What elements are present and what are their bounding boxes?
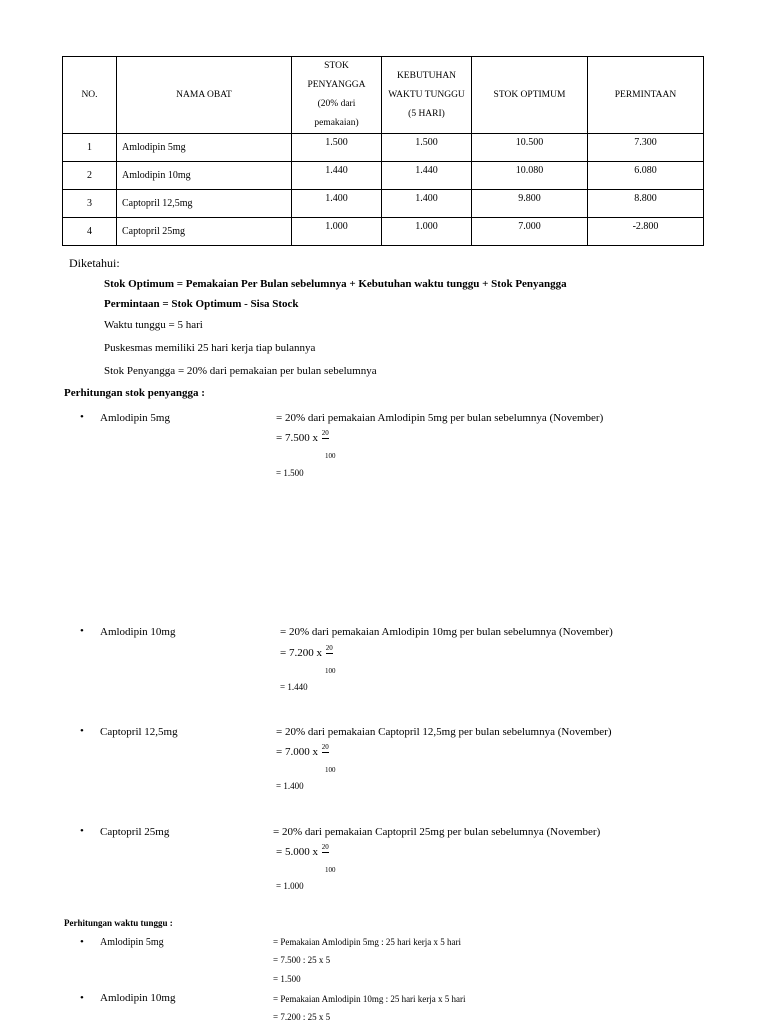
fraction: 20 [321,843,329,851]
drug-name: Amlodipin 5mg [100,412,170,424]
diketahui-label: Diketahui: [69,256,120,270]
hari-kerja-note: Puskesmas memiliki 25 hari kerja tiap bulannya [104,342,316,354]
col-optimum-header: STOK OPTIMUM [472,57,588,134]
fraction: 20 [321,743,329,751]
drug-name: Captopril 25mg [100,826,170,838]
cell-permintaan: 6.080 [588,162,704,190]
col-nama-header: NAMA OBAT [117,57,292,134]
formula-stok-optimum: Stok Optimum = Pemakaian Per Bulan sebelumnya + Kebutuhan waktu tunggu + Stok Penyangga [104,278,567,290]
calc-line: = 7.500 : 25 x 5 [273,955,331,965]
col-kebutuhan-header: KEBUTUHAN WAKTU TUNGGU (5 HARI) [382,57,472,134]
drug-name: Amlodipin 5mg [100,937,164,948]
table-row [63,190,704,218]
calc-line: = 20% dari pemakaian Captopril 25mg per bulan sebelumnya (November) [273,826,601,838]
table-header-row [63,57,704,134]
calc-result: = 1.400 [276,781,304,791]
section-heading-waktu: Perhitungan waktu tunggu : [64,918,173,928]
col-permintaan-header: PERMINTAAN [588,57,704,134]
fraction-denominator: 100 [325,667,336,675]
cell-optimum: 9.800 [472,190,588,218]
calc-result: = 1.500 [273,974,301,984]
drug-name: Amlodipin 10mg [100,992,176,1004]
bullet-glyph: • [80,411,84,423]
cell-nama: Captopril 12,5mg [117,190,292,218]
cell-permintaan: 7.300 [588,134,704,162]
cell-optimum: 10.500 [472,134,588,162]
drug-name: Captopril 12,5mg [100,726,178,738]
calc-line: = 7.200 : 25 x 5 [273,1012,331,1022]
cell-penyangga: 1.500 [292,134,382,162]
cell-no: 3 [63,190,117,218]
fraction-denominator: 100 [325,866,336,874]
cell-kebutuhan: 1.400 [382,190,472,218]
table-row [63,162,704,190]
calc-line: = Pemakaian Amlodipin 5mg : 25 hari kerja x 5 hari [273,937,462,947]
fraction: 20 [325,644,333,652]
cell-penyangga: 1.000 [292,218,382,246]
cell-no: 1 [63,134,117,162]
cell-nama: Amlodipin 10mg [117,162,292,190]
calc-line: = 7.000 x 20 [276,746,333,758]
cell-permintaan: 8.800 [588,190,704,218]
bullet-glyph: • [80,725,84,737]
fraction-denominator: 100 [325,452,336,460]
cell-penyangga: 1.440 [292,162,382,190]
col-no-header: NO. [63,57,117,134]
calc-result: = 1.500 [276,468,304,478]
cell-nama: Amlodipin 5mg [117,134,292,162]
table-row [63,134,704,162]
calc-line: = 7.500 x 20 [276,432,333,444]
cell-kebutuhan: 1.500 [382,134,472,162]
cell-penyangga: 1.400 [292,190,382,218]
bullet-glyph: • [80,936,84,948]
calc-line: = 7.200 x 20 [280,647,337,659]
cell-kebutuhan: 1.440 [382,162,472,190]
section-heading-penyangga: Perhitungan stok penyangga : [64,387,205,399]
bullet-glyph: • [80,825,84,837]
drug-name: Amlodipin 10mg [100,626,176,638]
calc-line: = 20% dari pemakaian Amlodipin 5mg per bulan sebelumnya (November) [276,412,604,424]
calc-line: = Pemakaian Amlodipin 10mg : 25 hari kerja x 5 hari [273,994,466,1004]
cell-nama: Captopril 25mg [117,218,292,246]
calc-result: = 1.440 [280,682,308,692]
cell-no: 4 [63,218,117,246]
calc-result: = 1.000 [276,881,304,891]
bullet-glyph: • [80,625,84,637]
fraction-denominator: 100 [325,766,336,774]
col-penyangga-header: STOK PENYANGGA (20% dari pemakaian) [292,57,382,134]
formula-permintaan: Permintaan = Stok Optimum - Sisa Stock [104,298,299,310]
cell-permintaan: -2.800 [588,218,704,246]
table-row [63,218,704,246]
cell-no: 2 [63,162,117,190]
cell-optimum: 7.000 [472,218,588,246]
fraction: 20 [321,429,329,437]
stock-table [62,56,704,246]
cell-optimum: 10.080 [472,162,588,190]
calc-line: = 20% dari pemakaian Amlodipin 10mg per bulan sebelumnya (November) [280,626,613,638]
waktu-tunggu-note: Waktu tunggu = 5 hari [104,319,203,331]
bullet-glyph: • [80,992,84,1004]
calc-line: = 20% dari pemakaian Captopril 12,5mg per bulan sebelumnya (November) [276,726,612,738]
cell-kebutuhan: 1.000 [382,218,472,246]
stok-penyangga-note: Stok Penyangga = 20% dari pemakaian per bulan sebelumnya [104,365,377,377]
calc-line: = 5.000 x 20 [276,846,333,858]
